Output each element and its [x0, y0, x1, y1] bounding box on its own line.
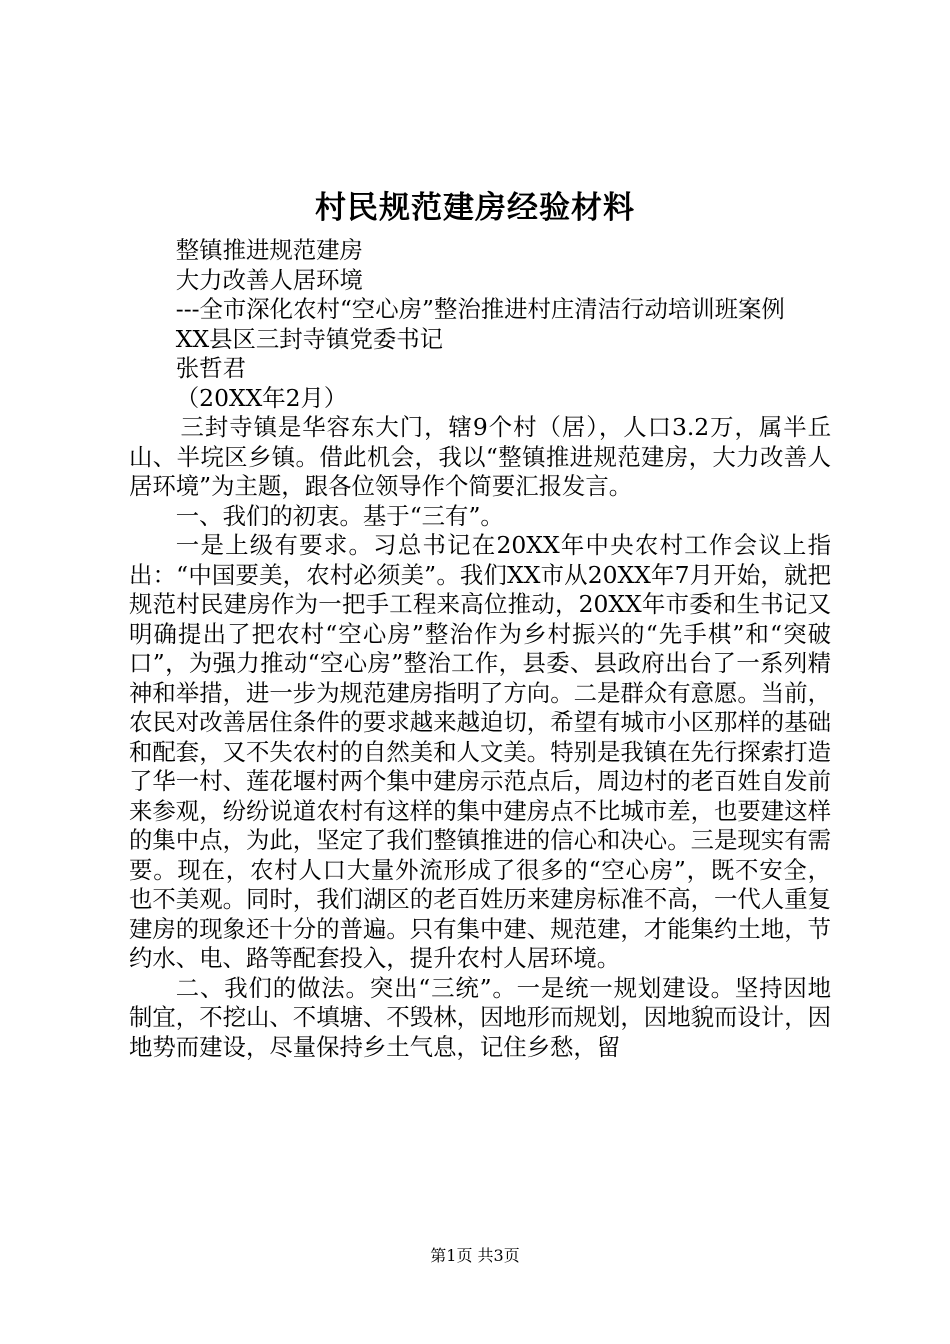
document-title: 村民规范建房经验材料: [315, 190, 635, 226]
subtitle-line-1: 整镇推进规范建房: [175, 236, 363, 264]
paragraph-section-2: 二、我们的做法。突出“三统”。一是统一规划建设。坚持因地制宜，不挖山、不填塘、不毁林，因地形而规划，因地貌而设计，因地势而建设，尽量保持乡土气息，记住乡愁，留: [129, 973, 831, 1061]
subtitle-line-2: 大力改善人居环境: [175, 265, 363, 294]
paragraph-intro: 三封寺镇是华容东大门，辖9个村（居），人口3.2万，属半丘山、半垸区乡镇。借此机会，我以“整镇推进规范建房，大力改善人居环境”为主题，跟各位领导作个简要汇报发言。: [129, 413, 831, 500]
subtitle-line-3: ---全市深化农村“空心房”整治推进村庄清洁行动培训班案例: [175, 295, 785, 323]
date-line: （20XX年2月）: [175, 383, 348, 412]
paragraph-section-1-heading: 一、我们的初衷。基于“三有”。: [175, 501, 504, 530]
page-number-footer: 第1页 共3页: [430, 1246, 520, 1265]
paragraph-section-1-body: 一是上级有要求。习总书记在20XX年中央农村工作会议上指出：“中国要美，农村必须美”。我们XX市从20XX年7月开始，就把规范村民建房作为一把手工程来高位推动，20XX年市委和生书记又明确提出了把农村“空心房”整治作为乡村振兴的“先手棋”和“突破口”，为强力推动“空心房”整治工作，县委、县政府出台了一系列精神和举措，进一步为规范建房指明了方向。二是群众有意愿。当前，农民对改善居住条件的要求越来越迫切，希望有城市小区那样的基础和配套，又不失农村的自然美和人文美。特别是我镇在先行探索打造了华一村、莲花堰村两个集中建房示范点后，周边村的老百姓自发前来参观，纷纷说道农村有这样的集中建房点不比城市差，也要建这样的集中点，为此，坚定了我们整镇推进的信心和决心。三是现实有需要。现在，农村人口大量外流形成了很多的“空心房”，既不安全，也不美观。同时，我们湖区的老百姓历来建房标准不高，一代人重复建房的现象还十分的普遍。只有集中建、规范建，才能集约土地，节约水、电、路等配套投入，提升农村人居环境。: [129, 531, 831, 972]
author-name-line: 张哲君: [175, 354, 246, 382]
author-title-line: XX县区三封寺镇党委书记: [175, 324, 444, 353]
document-body: [129, 236, 831, 1062]
